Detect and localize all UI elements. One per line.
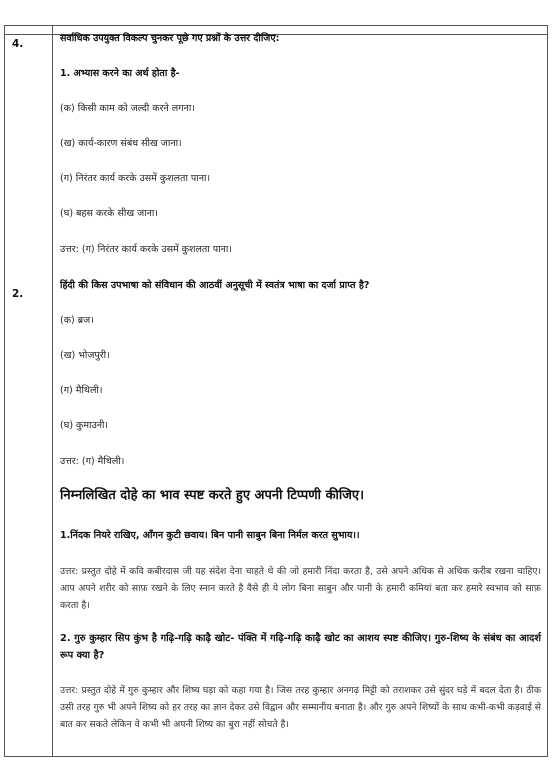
instruction-text: सर्वाधिक उपयुक्त विकल्प चुनकर पूछे गए प्रश्नों के उत्तर दीजिए: [60,33,280,44]
question-number-4: 4. [12,38,24,50]
mcq1-option-b: (ख) कार्य-कारण संबंध सीख जाना। [60,138,182,149]
mcq1-option-c: (ग) निरंतर कार्य करके उसमें कुशलता पाना। [60,173,211,184]
mcq-question-1: 1. अभ्यास करने का अर्थ होता है- [60,68,180,79]
question-number-2: 2. [12,288,24,300]
mcq2-option-d: (घ) कुमाउनी। [60,420,109,431]
doha2-question: 2. गुरु कुम्हार सिप कुंभ है गढ़ि-गढ़ि काढ़ै खोट- पंक्ति में गढ़ि-गढ़ि काढ़ै खोट का आशय स्पष्ट कीजिए। गुरु-शिष्य के संबंध का आदर्श रूप क्या है? [60,633,541,661]
mcq1-answer: उत्तर: (ग) निरंतर कार्य करके उसमें कुशलता पाना। [60,244,232,255]
mcq-question-2: हिंदी की किस उपभाषा को संविधान की आठवीं अनुसूची में स्वतंत्र भाषा का दर्जा प्राप्त है? [60,280,370,291]
doha2-answer: उत्तर: प्रस्तुत दोहे में गुरु कुम्हार और शिष्य घड़ा को कहा गया है। जिस तरह कुम्हार अनगढ़ मिट्टी को तराशकर उसे सुंदर घड़े में बदल देता है। ठीक उसी तरह गुरु भी अपने शिष्य को हर तरह का ज्ञान देकर उसे विद्वान और सम्मानीय बनाता है। और गुरु अपने शिष्यों के साथ कभी-कभी कड़वाई से बात कर सकते लेकिन वे कभी भी अपनी शिष्य का बुरा नहीं सोचते है। [60,685,541,730]
mcq2-answer: उत्तर: (ग) मैथिली। [60,456,125,467]
question-table [4,25,548,757]
mcq1-option-a: (क) किसी काम को जल्दी करने लगना। [60,103,195,114]
mcq2-option-c: (ग) मैथिली। [60,385,103,396]
doha1-answer: उत्तर: प्रस्तुत दोहे में कवि कबीरदास जी यह संदेश देना चाहते थे की जो हमारी निंदा करता है, उसे अपने अधिक से अधिक करीब रखना चाहिए। आप अपने शरीर को साफ़ रखने के लिए स्नान करते है वैसे ही ये लोग बिना साबुन और पानी के हमारी कमियां बता कर हमारे स्वभाव को साफ़ करता है। [60,566,541,611]
doha-section-heading: निम्नलिखित दोहे का भाव स्पष्ट करते हुए अपनी टिप्पणी कीजिए। [60,488,365,503]
mcq1-option-d: (घ) बहस करके सीख जाना। [60,208,158,219]
mcq2-option-b: (ख) भोजपुरी। [60,350,110,361]
mcq2-option-a: (क) ब्रज। [60,315,94,326]
doha1-question: 1.निंदक नियरे राखिए, आँगन कुटी छवाय। बिन पानी साबुन बिना निर्मल करत सुभाय।। [60,530,360,541]
table-column-divider [52,26,53,756]
